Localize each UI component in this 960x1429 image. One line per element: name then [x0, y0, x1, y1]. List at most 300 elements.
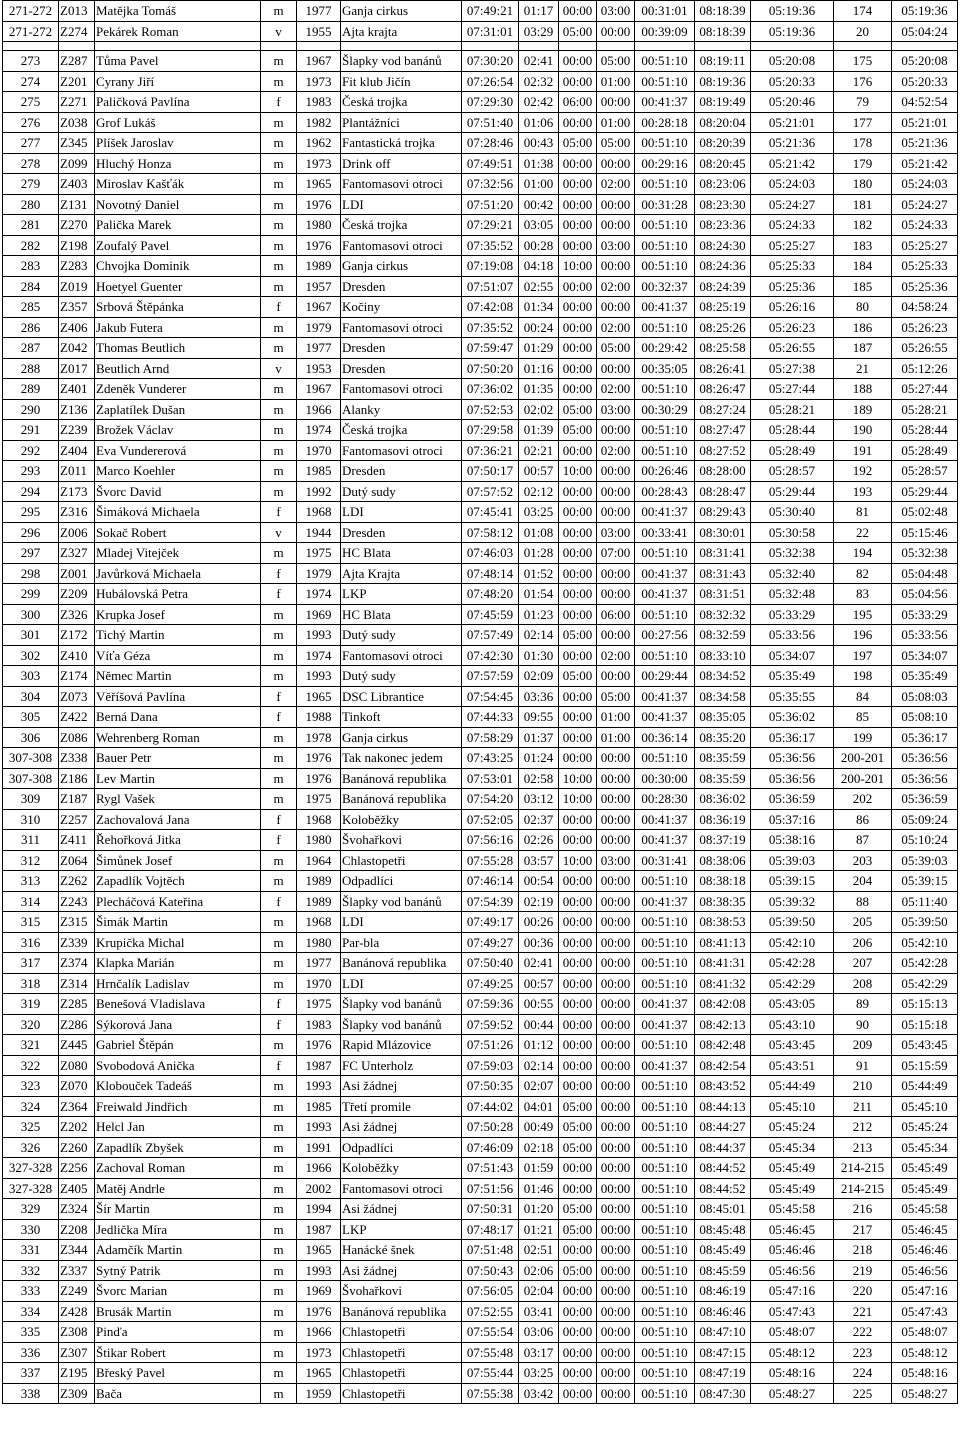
cell-penalty-2: 02:00: [597, 276, 635, 297]
cell-time-2: 00:44: [519, 1014, 559, 1035]
cell-team: LDI: [341, 912, 462, 933]
cell-name: Zapadlík Vojtěch: [95, 871, 261, 892]
cell-category: m: [261, 953, 297, 974]
cell-total-time: 08:42:48: [695, 1035, 751, 1056]
cell-time-1: 07:29:58: [462, 420, 519, 441]
cell-rank: 327-328: [3, 1158, 59, 1179]
cell-penalty-1: 00:00: [559, 1342, 597, 1363]
cell-time-2: 01:34: [519, 297, 559, 318]
cell-team: Asi žádnej: [341, 1117, 462, 1138]
cell-total-time: 08:46:19: [695, 1281, 751, 1302]
cell-category-rank: 183: [834, 235, 892, 256]
cell-time-3: 00:41:37: [635, 502, 695, 523]
cell-result-time: 05:28:44: [751, 420, 834, 441]
cell-rank: 335: [3, 1322, 59, 1343]
cell-penalty-1: 00:00: [559, 1076, 597, 1097]
cell-birth-year: 1973: [297, 71, 341, 92]
cell-birth-year: 1969: [297, 1281, 341, 1302]
cell-time-2: 01:46: [519, 1178, 559, 1199]
cell-team: Odpadlíci: [341, 1137, 462, 1158]
cell-birth-year: 1959: [297, 1383, 341, 1404]
cell-category: m: [261, 1219, 297, 1240]
cell-result-time: 05:26:16: [751, 297, 834, 318]
cell-time-2: 01:28: [519, 543, 559, 564]
cell-penalty-2: 02:00: [597, 379, 635, 400]
cell-team: Dresden: [341, 522, 462, 543]
cell-category-time: 05:44:49: [892, 1076, 958, 1097]
cell-category-time: 05:45:34: [892, 1137, 958, 1158]
cell-category-time: 05:24:03: [892, 174, 958, 195]
cell-category-time: 05:42:10: [892, 932, 958, 953]
cell-penalty-2: 06:00: [597, 604, 635, 625]
cell-time-2: 00:36: [519, 932, 559, 953]
cell-penalty-1: 00:00: [559, 953, 597, 974]
cell-bib: Z187: [59, 789, 95, 810]
cell-result-time: 05:43:51: [751, 1055, 834, 1076]
table-row: [3, 420, 958, 441]
cell-birth-year: 1976: [297, 1301, 341, 1322]
cell-time-1: 07:42:30: [462, 645, 519, 666]
cell-category-rank: 224: [834, 1363, 892, 1384]
table-row: [3, 358, 958, 379]
cell-total-time: 08:25:19: [695, 297, 751, 318]
cell-category: m: [261, 1178, 297, 1199]
cell-category: m: [261, 850, 297, 871]
cell-category-rank: 189: [834, 399, 892, 420]
cell-category: m: [261, 543, 297, 564]
cell-time-1: 07:46:09: [462, 1137, 519, 1158]
cell-time-3: 00:30:29: [635, 399, 695, 420]
cell-rank: 307-308: [3, 768, 59, 789]
cell-penalty-2: 00:00: [597, 1076, 635, 1097]
cell-penalty-2: 07:00: [597, 543, 635, 564]
cell-result-time: 05:48:07: [751, 1322, 834, 1343]
cell-time-2: 02:32: [519, 71, 559, 92]
cell-name: Pekárek Roman: [95, 21, 261, 42]
cell-category-time: 05:28:49: [892, 440, 958, 461]
cell-name: Zdeněk Vunderer: [95, 379, 261, 400]
cell-bib: Z239: [59, 420, 95, 441]
table-row: [3, 973, 958, 994]
cell-name: Švorc Marian: [95, 1281, 261, 1302]
cell-penalty-1: 00:00: [559, 153, 597, 174]
cell-team: Dresden: [341, 358, 462, 379]
cell-bib: Z064: [59, 850, 95, 871]
cell-bib: Z172: [59, 625, 95, 646]
cell-penalty-1: 00:00: [559, 1301, 597, 1322]
cell-rank: 302: [3, 645, 59, 666]
table-row: [3, 666, 958, 687]
cell-category: m: [261, 973, 297, 994]
cell-team: Dutý sudy: [341, 625, 462, 646]
cell-result-time: 05:20:08: [751, 51, 834, 72]
cell-penalty-2: 00:00: [597, 891, 635, 912]
cell-bib: Z249: [59, 1281, 95, 1302]
cell-bib: Z445: [59, 1035, 95, 1056]
cell-penalty-1: 05:00: [559, 666, 597, 687]
cell-category-rank: 208: [834, 973, 892, 994]
cell-category-time: 05:33:29: [892, 604, 958, 625]
cell-category: m: [261, 133, 297, 154]
cell-bib: Z314: [59, 973, 95, 994]
cell-penalty-2: 00:00: [597, 502, 635, 523]
cell-time-1: 07:52:55: [462, 1301, 519, 1322]
cell-time-3: 00:51:10: [635, 235, 695, 256]
cell-category: m: [261, 727, 297, 748]
cell-time-2: 02:12: [519, 481, 559, 502]
cell-time-2: 01:12: [519, 1035, 559, 1056]
cell-category-rank: 84: [834, 686, 892, 707]
cell-time-3: 00:51:10: [635, 1076, 695, 1097]
cell-time-3: 00:31:28: [635, 194, 695, 215]
table-row: [3, 830, 958, 851]
table-row: [3, 379, 958, 400]
cell-total-time: 08:35:20: [695, 727, 751, 748]
cell-time-3: 00:51:10: [635, 1035, 695, 1056]
cell-birth-year: 1979: [297, 563, 341, 584]
cell-time-1: 07:57:52: [462, 481, 519, 502]
cell-birth-year: 1966: [297, 399, 341, 420]
cell-result-time: 05:46:45: [751, 1219, 834, 1240]
table-row: [3, 994, 958, 1015]
table-row: [3, 748, 958, 769]
table-row: [3, 625, 958, 646]
cell-result-time: 05:21:01: [751, 112, 834, 133]
cell-name: Thomas Beutlich: [95, 338, 261, 359]
cell-category: m: [261, 1281, 297, 1302]
cell-category-time: 05:08:10: [892, 707, 958, 728]
cell-penalty-2: 00:00: [597, 1363, 635, 1384]
cell-rank: 323: [3, 1076, 59, 1097]
cell-result-time: 05:33:29: [751, 604, 834, 625]
cell-time-1: 07:45:41: [462, 502, 519, 523]
cell-rank: 290: [3, 399, 59, 420]
cell-category: m: [261, 1240, 297, 1261]
cell-category-time: 05:15:59: [892, 1055, 958, 1076]
cell-time-3: 00:51:10: [635, 51, 695, 72]
cell-category-time: 05:04:48: [892, 563, 958, 584]
cell-category-rank: 203: [834, 850, 892, 871]
cell-time-2: 01:17: [519, 1, 559, 22]
cell-category-time: 05:36:17: [892, 727, 958, 748]
cell-birth-year: 1980: [297, 830, 341, 851]
cell-time-1: 07:51:07: [462, 276, 519, 297]
cell-category-rank: 202: [834, 789, 892, 810]
separator-cell: [462, 42, 519, 51]
cell-time-2: 01:08: [519, 522, 559, 543]
cell-category-time: 05:45:58: [892, 1199, 958, 1220]
cell-birth-year: 1974: [297, 645, 341, 666]
results-body: [3, 1, 958, 1404]
cell-time-2: 03:41: [519, 1301, 559, 1322]
cell-category: m: [261, 71, 297, 92]
cell-result-time: 05:39:15: [751, 871, 834, 892]
cell-penalty-2: 02:00: [597, 645, 635, 666]
cell-category-rank: 217: [834, 1219, 892, 1240]
cell-penalty-2: 00:00: [597, 584, 635, 605]
cell-birth-year: 1968: [297, 809, 341, 830]
cell-rank: 319: [3, 994, 59, 1015]
cell-name: Freiwald Jindřich: [95, 1096, 261, 1117]
cell-category-time: 05:25:36: [892, 276, 958, 297]
cell-team: Koloběžky: [341, 809, 462, 830]
cell-time-3: 00:51:10: [635, 543, 695, 564]
cell-bib: Z307: [59, 1342, 95, 1363]
cell-total-time: 08:19:49: [695, 92, 751, 113]
cell-penalty-1: 00:00: [559, 440, 597, 461]
cell-team: Švohařkovi: [341, 830, 462, 851]
cell-team: Dutý sudy: [341, 481, 462, 502]
cell-time-3: 00:29:16: [635, 153, 695, 174]
table-row: [3, 932, 958, 953]
cell-time-1: 07:31:01: [462, 21, 519, 42]
cell-time-1: 07:57:59: [462, 666, 519, 687]
cell-total-time: 08:34:52: [695, 666, 751, 687]
cell-time-2: 02:14: [519, 625, 559, 646]
cell-team: Banánová republika: [341, 789, 462, 810]
cell-category-time: 05:35:49: [892, 666, 958, 687]
cell-result-time: 05:36:59: [751, 789, 834, 810]
cell-bib: Z186: [59, 768, 95, 789]
cell-category: m: [261, 1260, 297, 1281]
cell-category-rank: 180: [834, 174, 892, 195]
cell-time-3: 00:51:10: [635, 932, 695, 953]
cell-time-2: 01:59: [519, 1158, 559, 1179]
cell-name: Zachoval Roman: [95, 1158, 261, 1179]
cell-birth-year: 1975: [297, 994, 341, 1015]
cell-team: Dresden: [341, 276, 462, 297]
cell-penalty-1: 00:00: [559, 502, 597, 523]
cell-penalty-1: 05:00: [559, 1260, 597, 1281]
cell-birth-year: 1993: [297, 625, 341, 646]
cell-rank: 309: [3, 789, 59, 810]
cell-name: Brožek Václav: [95, 420, 261, 441]
cell-category-time: 05:11:40: [892, 891, 958, 912]
cell-penalty-1: 00:00: [559, 932, 597, 953]
cell-category-rank: 196: [834, 625, 892, 646]
cell-bib: Z195: [59, 1363, 95, 1384]
cell-time-1: 07:50:35: [462, 1076, 519, 1097]
cell-total-time: 08:23:30: [695, 194, 751, 215]
table-row: [3, 502, 958, 523]
cell-category-rank: 21: [834, 358, 892, 379]
cell-category: m: [261, 317, 297, 338]
separator-cell: [559, 42, 597, 51]
cell-penalty-2: 00:00: [597, 153, 635, 174]
cell-bib: Z345: [59, 133, 95, 154]
cell-team: LDI: [341, 502, 462, 523]
cell-name: Pinďa: [95, 1322, 261, 1343]
cell-penalty-1: 00:00: [559, 994, 597, 1015]
cell-result-time: 05:42:28: [751, 953, 834, 974]
cell-penalty-2: 00:00: [597, 1281, 635, 1302]
cell-rank: 322: [3, 1055, 59, 1076]
cell-time-2: 03:06: [519, 1322, 559, 1343]
cell-penalty-1: 00:00: [559, 543, 597, 564]
cell-time-3: 00:51:10: [635, 1178, 695, 1199]
cell-total-time: 08:43:52: [695, 1076, 751, 1097]
cell-name: Lev Martin: [95, 768, 261, 789]
cell-birth-year: 1944: [297, 522, 341, 543]
cell-rank: 294: [3, 481, 59, 502]
cell-category: m: [261, 235, 297, 256]
cell-name: Sytný Patrik: [95, 1260, 261, 1281]
cell-result-time: 05:39:32: [751, 891, 834, 912]
cell-total-time: 08:26:47: [695, 379, 751, 400]
table-row: [3, 953, 958, 974]
cell-team: Fantomasovi otroci: [341, 645, 462, 666]
cell-category: m: [261, 1096, 297, 1117]
cell-penalty-2: 00:00: [597, 1240, 635, 1261]
cell-birth-year: 1985: [297, 1096, 341, 1117]
cell-team: Plantážníci: [341, 112, 462, 133]
cell-category-time: 05:15:13: [892, 994, 958, 1015]
table-row: [3, 584, 958, 605]
cell-time-1: 07:54:39: [462, 891, 519, 912]
cell-time-3: 00:51:10: [635, 1363, 695, 1384]
cell-rank: 277: [3, 133, 59, 154]
cell-category: m: [261, 461, 297, 482]
cell-name: Paličková Pavlína: [95, 92, 261, 113]
cell-name: Řehořková Jitka: [95, 830, 261, 851]
cell-team: Asi žádnej: [341, 1076, 462, 1097]
cell-name: Grof Lukáš: [95, 112, 261, 133]
cell-birth-year: 1980: [297, 215, 341, 236]
cell-category-rank: 85: [834, 707, 892, 728]
cell-birth-year: 1985: [297, 461, 341, 482]
cell-bib: Z011: [59, 461, 95, 482]
cell-time-1: 07:29:30: [462, 92, 519, 113]
cell-name: Zaplatílek Dušan: [95, 399, 261, 420]
cell-birth-year: 1989: [297, 891, 341, 912]
cell-birth-year: 1975: [297, 543, 341, 564]
cell-rank: 287: [3, 338, 59, 359]
cell-time-1: 07:55:38: [462, 1383, 519, 1404]
table-row: [3, 235, 958, 256]
cell-time-1: 07:58:12: [462, 522, 519, 543]
cell-result-time: 05:46:56: [751, 1260, 834, 1281]
cell-penalty-1: 05:00: [559, 1137, 597, 1158]
cell-penalty-1: 00:00: [559, 809, 597, 830]
table-row: [3, 92, 958, 113]
cell-total-time: 08:44:27: [695, 1117, 751, 1138]
separator-cell: [261, 42, 297, 51]
cell-name: Hoetyel Guenter: [95, 276, 261, 297]
cell-penalty-1: 00:00: [559, 338, 597, 359]
cell-result-time: 05:36:56: [751, 748, 834, 769]
cell-team: Fantomasovi otroci: [341, 174, 462, 195]
cell-time-3: 00:31:01: [635, 1, 695, 22]
cell-category-rank: 210: [834, 1076, 892, 1097]
cell-result-time: 05:27:44: [751, 379, 834, 400]
table-row: [3, 440, 958, 461]
cell-time-2: 01:16: [519, 358, 559, 379]
cell-team: LDI: [341, 194, 462, 215]
table-row: [3, 809, 958, 830]
cell-time-3: 00:51:10: [635, 256, 695, 277]
cell-name: Chvojka Dominik: [95, 256, 261, 277]
cell-result-time: 05:35:55: [751, 686, 834, 707]
cell-bib: Z344: [59, 1240, 95, 1261]
cell-total-time: 08:44:52: [695, 1158, 751, 1179]
cell-bib: Z201: [59, 71, 95, 92]
cell-time-1: 07:28:46: [462, 133, 519, 154]
cell-birth-year: 2002: [297, 1178, 341, 1199]
cell-category-rank: 193: [834, 481, 892, 502]
cell-total-time: 08:45:59: [695, 1260, 751, 1281]
cell-time-1: 07:26:54: [462, 71, 519, 92]
cell-time-2: 03:12: [519, 789, 559, 810]
cell-time-3: 00:51:10: [635, 1137, 695, 1158]
cell-category: m: [261, 1363, 297, 1384]
cell-penalty-2: 00:00: [597, 21, 635, 42]
table-row: [3, 1281, 958, 1302]
separator-cell: [635, 42, 695, 51]
cell-bib: Z131: [59, 194, 95, 215]
cell-total-time: 08:31:43: [695, 563, 751, 584]
cell-time-3: 00:51:10: [635, 973, 695, 994]
cell-time-3: 00:30:00: [635, 768, 695, 789]
cell-penalty-1: 00:00: [559, 686, 597, 707]
cell-rank: 333: [3, 1281, 59, 1302]
cell-birth-year: 1977: [297, 338, 341, 359]
cell-bib: Z357: [59, 297, 95, 318]
cell-rank: 327-328: [3, 1178, 59, 1199]
cell-bib: Z428: [59, 1301, 95, 1322]
cell-penalty-1: 10:00: [559, 789, 597, 810]
cell-category-time: 05:12:26: [892, 358, 958, 379]
cell-total-time: 08:44:37: [695, 1137, 751, 1158]
cell-name: Hluchý Honza: [95, 153, 261, 174]
cell-penalty-2: 03:00: [597, 522, 635, 543]
cell-rank: 288: [3, 358, 59, 379]
table-row: [3, 133, 958, 154]
cell-penalty-2: 01:00: [597, 112, 635, 133]
cell-category-time: 04:58:24: [892, 297, 958, 318]
cell-time-2: 00:26: [519, 912, 559, 933]
cell-name: Klobouček Tadeáš: [95, 1076, 261, 1097]
cell-penalty-2: 00:00: [597, 871, 635, 892]
cell-category: v: [261, 21, 297, 42]
cell-bib: Z001: [59, 563, 95, 584]
cell-time-1: 07:50:28: [462, 1117, 519, 1138]
cell-name: Bača: [95, 1383, 261, 1404]
table-row: [3, 461, 958, 482]
cell-category-rank: 204: [834, 871, 892, 892]
separator-cell: [95, 42, 261, 51]
cell-bib: Z315: [59, 912, 95, 933]
cell-rank: 301: [3, 625, 59, 646]
cell-total-time: 08:25:26: [695, 317, 751, 338]
cell-time-1: 07:50:40: [462, 953, 519, 974]
table-row: [3, 871, 958, 892]
cell-time-1: 07:59:03: [462, 1055, 519, 1076]
cell-category-time: 05:48:12: [892, 1342, 958, 1363]
table-row: [3, 645, 958, 666]
cell-team: Rapid Mlázovice: [341, 1035, 462, 1056]
cell-category-rank: 186: [834, 317, 892, 338]
cell-penalty-1: 10:00: [559, 461, 597, 482]
cell-time-3: 00:28:18: [635, 112, 695, 133]
cell-team: Šlapky vod banánů: [341, 994, 462, 1015]
cell-rank: 320: [3, 1014, 59, 1035]
table-row: [3, 1055, 958, 1076]
cell-result-time: 05:47:16: [751, 1281, 834, 1302]
cell-category-rank: 190: [834, 420, 892, 441]
table-row: [3, 71, 958, 92]
cell-category: m: [261, 1117, 297, 1138]
cell-total-time: 08:44:52: [695, 1178, 751, 1199]
